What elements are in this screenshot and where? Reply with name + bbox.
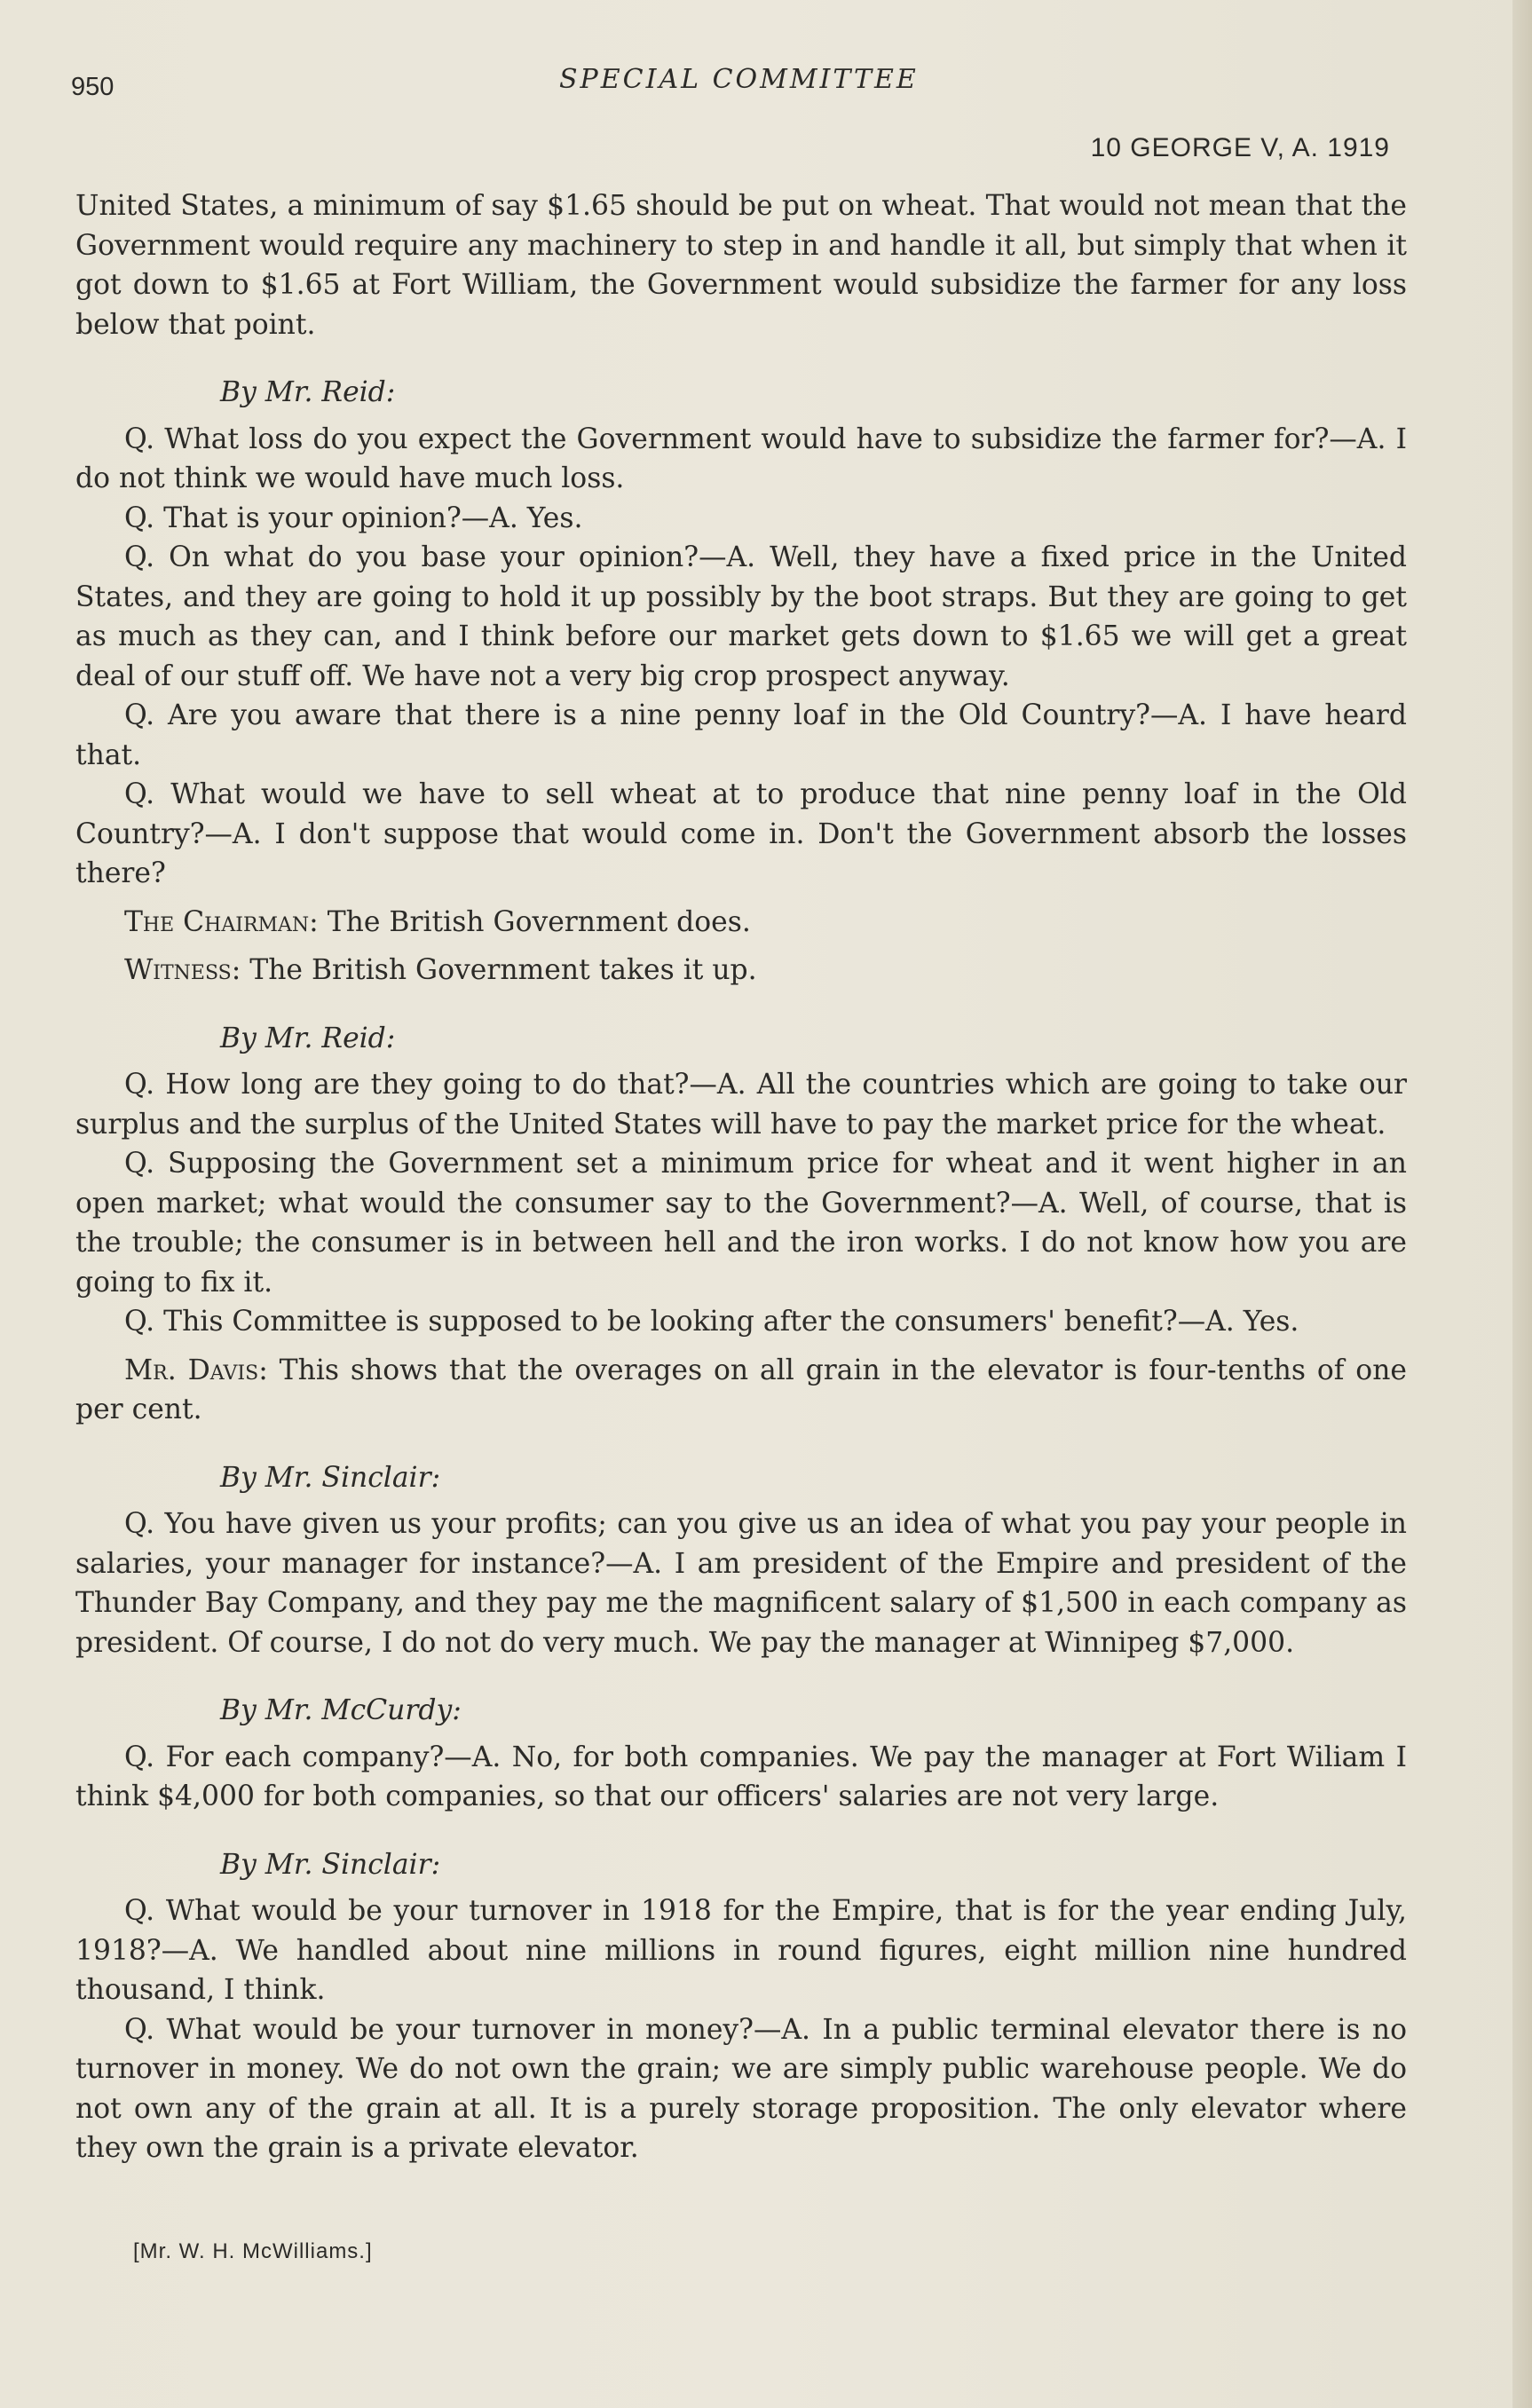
running-head: SPECIAL COMMITTEE [559,64,919,95]
session-label: 10 GEORGE V, A. 1919 [1090,133,1390,162]
paragraph: Q. What loss do you expect the Government would have to subsidize the farmer for?—A. I do not think we would have much loss. [75,422,1407,494]
body-text [75,186,1407,2168]
paragraph: United States, a minimum of say $1.65 should be put on wheat. That would not mean that the Government would require any machinery to step in and handle it all, but simply that when it got down to $1.65 at Fort William, the Government would subsidize the farmer for any loss below that point. [75,190,1407,341]
paragraph: Q. That is your opinion?—A. Yes. [124,501,583,534]
paragraph: Q. Supposing the Government set a minimum price for wheat and it went higher in an open market; what would the consumer say to the Government?—A. Well, of course, that is the trouble; the consumer is in between hell and the iron works. I do not know how you are going to fix it. [75,1148,1407,1299]
paragraph: Q. What would we have to sell wheat at to produce that nine penny loaf in the Old Country?—A. I don't suppose that would come in. Don't the Government absorb the losses there? [75,778,1407,889]
paragraph: Q. How long are they going to do that?—A. All the countries which are going to take our surplus and the surplus of the United States will have to pay the market price for the wheat. [75,1069,1407,1141]
speaker-text: : This shows that the overages on all grain in the elevator is four-tenths of one per cent. [75,1354,1407,1425]
speaker-name: Witness [124,954,232,986]
paragraph: Q. You have given us your profits; can you give us an idea of what you pay your people in salaries, your manager for instance?—A. I am president of the Empire and president of the Thunder Bay Company, and they pay me the magnificent salary of $1,500 in each company as president. Of course, I do not do very much. We pay the manager at Winnipeg $7,000. [75,1508,1407,1659]
paragraph [75,1351,1407,1430]
speaker-heading: By Mr. Sinclair: [220,1461,441,1494]
speaker-name: The Chairman [124,905,310,938]
speaker-heading: By Mr. Sinclair: [220,1848,441,1881]
speaker-heading: By Mr. Reid: [220,1022,396,1054]
speaker-heading: By Mr. McCurdy: [220,1694,462,1726]
paragraph: Q. What would be your turnover in 1918 for the Empire, that is for the year ending July, 1918?—A. We handled about nine millions in round figures, eight million nine hundred thousand, I think. [75,1895,1407,2006]
paragraph: Q. Are you aware that there is a nine penny loaf in the Old Country?—A. I have heard that. [75,699,1407,771]
paragraph: Q. On what do you base your opinion?—A. Well, they have a fixed price in the United States, and they are going to hold it up possibly by the boot straps. But they are going to get as much as they can, and I think before our market gets down to $1.65 we will get a great deal of our stuff off. We have not a very big crop prospect anyway. [75,541,1407,692]
speaker-text: : The British Government takes it up. [231,954,757,986]
speaker-name: Mr. Davis [124,1354,259,1386]
paragraph [75,903,1407,943]
page-number: 950 [71,73,115,101]
paragraph: Q. This Committee is supposed to be looking after the consumers' benefit?—A. Yes. [124,1306,1299,1338]
paragraph: Q. What would be your turnover in money?—A. In a public terminal elevator there is no turnover in money. We do not own the grain; we are simply public warehouse people. We do not own any of the grain at all. It is a purely storage proposition. The only elevator where they own the grain is a private elevator. [75,2013,1407,2164]
speaker-heading: By Mr. Reid: [220,376,396,408]
witness-footer: [Mr. W. H. McWilliams.] [133,2239,373,2263]
speaker-text: : The British Government does. [309,905,751,938]
paragraph: Q. For each company?—A. No, for both companies. We pay the manager at Fort Wiliam I think $4,000 for both companies, so that our officers' salaries are not very large. [75,1741,1407,1812]
page-edge [1512,0,1532,2408]
paragraph [75,951,1407,991]
